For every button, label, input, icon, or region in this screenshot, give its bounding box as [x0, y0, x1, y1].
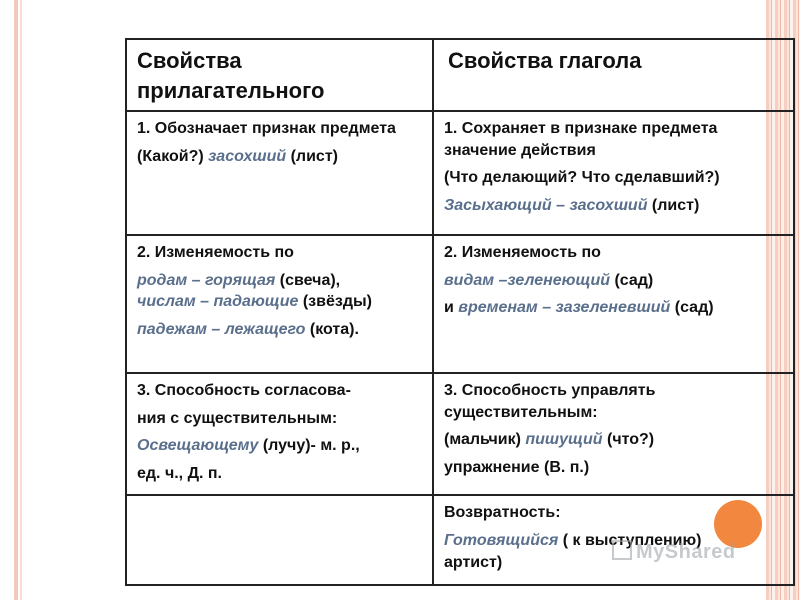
- header-adjective: [126, 39, 433, 111]
- text: (лист): [647, 196, 700, 214]
- row3-left-line2: ния с существительным:: [137, 409, 338, 427]
- properties-table: [125, 38, 795, 586]
- row4-right-line3: артист): [444, 553, 503, 571]
- row2-right-line3: [444, 297, 783, 319]
- row1-left-line1: 1. Обозначает признак предмета: [137, 120, 396, 137]
- text: (сад): [610, 271, 654, 289]
- row3-verb-cell: [433, 373, 794, 495]
- text: (кота).: [305, 320, 359, 338]
- text: (Какой?): [137, 147, 209, 165]
- row3-left-line4: ед. ч., Д. п.: [137, 464, 222, 482]
- text: (мальчик): [444, 431, 526, 449]
- text: (лист): [286, 147, 338, 165]
- decorative-stripe-left: [14, 0, 18, 600]
- row1-right-line1: 1. Сохраняет в признаке предмета значение действия: [444, 120, 718, 159]
- table-header-row: [126, 39, 794, 111]
- text: (лучу)- м. р.,: [258, 437, 360, 455]
- row2-adjective-cell: [126, 235, 433, 373]
- table-row: [126, 111, 794, 235]
- row1-right-line2: (Что делающий? Что сделавший?): [444, 169, 720, 187]
- row2-left-line3: [137, 291, 422, 313]
- example-word: Освещающему: [137, 437, 259, 455]
- table-row: [126, 235, 794, 373]
- row3-adjective-cell: [126, 373, 433, 495]
- example-word: Готовящийся: [444, 531, 559, 549]
- row3-left-line1: 3. Способность согласова-: [137, 382, 351, 399]
- header-verb: [433, 39, 794, 111]
- header-verb-text: Свойства глагола: [448, 48, 642, 73]
- example-word: засохший: [208, 147, 287, 165]
- row2-left-line1: 2. Изменяемость по: [137, 244, 294, 261]
- row1-right-line3: [444, 195, 783, 217]
- example-word: родам – горящая: [137, 271, 276, 289]
- row3-right-line2: [444, 429, 783, 451]
- example-word: падежам – лежащего: [137, 320, 306, 338]
- row1-left-line2: [137, 146, 422, 168]
- presentation-icon: [612, 540, 632, 560]
- example-word: пишущий: [525, 431, 603, 449]
- example-word: Засыхающий – засохший: [444, 196, 648, 214]
- row1-adjective-cell: [126, 111, 433, 235]
- decorative-stripe-left-thin: [20, 0, 22, 600]
- row4-right-line1: Возвратность:: [444, 504, 561, 522]
- text: ( к выступлению): [558, 531, 702, 549]
- row2-right-line1: 2. Изменяемость по: [444, 244, 601, 261]
- text: (звёзды): [298, 293, 372, 311]
- example-word: числам – падающие: [137, 293, 299, 311]
- text: (что?): [602, 431, 655, 449]
- example-word: временам – зазеленевший: [458, 299, 671, 317]
- watermark: [612, 540, 736, 564]
- row2-left-line4: [137, 319, 422, 341]
- text: и: [444, 299, 459, 317]
- row1-verb-cell: [433, 111, 794, 235]
- text: (сад): [670, 299, 714, 317]
- example-word: видам –зеленеющий: [444, 271, 610, 289]
- header-adjective-text: Свойства прилагательного: [137, 48, 325, 103]
- table-row: [126, 373, 794, 495]
- row2-left-line2: [137, 270, 422, 292]
- row2-right-line2: [444, 270, 783, 292]
- row3-right-line3: упражнение (В. п.): [444, 458, 590, 476]
- row2-verb-cell: [433, 235, 794, 373]
- row4-adjective-cell-empty: [126, 495, 433, 585]
- row3-left-line3: [137, 435, 422, 457]
- row3-right-line1: 3. Способность управлять существительным:: [444, 382, 656, 421]
- watermark-text: MyShared: [636, 541, 736, 563]
- text: (свеча),: [275, 271, 341, 289]
